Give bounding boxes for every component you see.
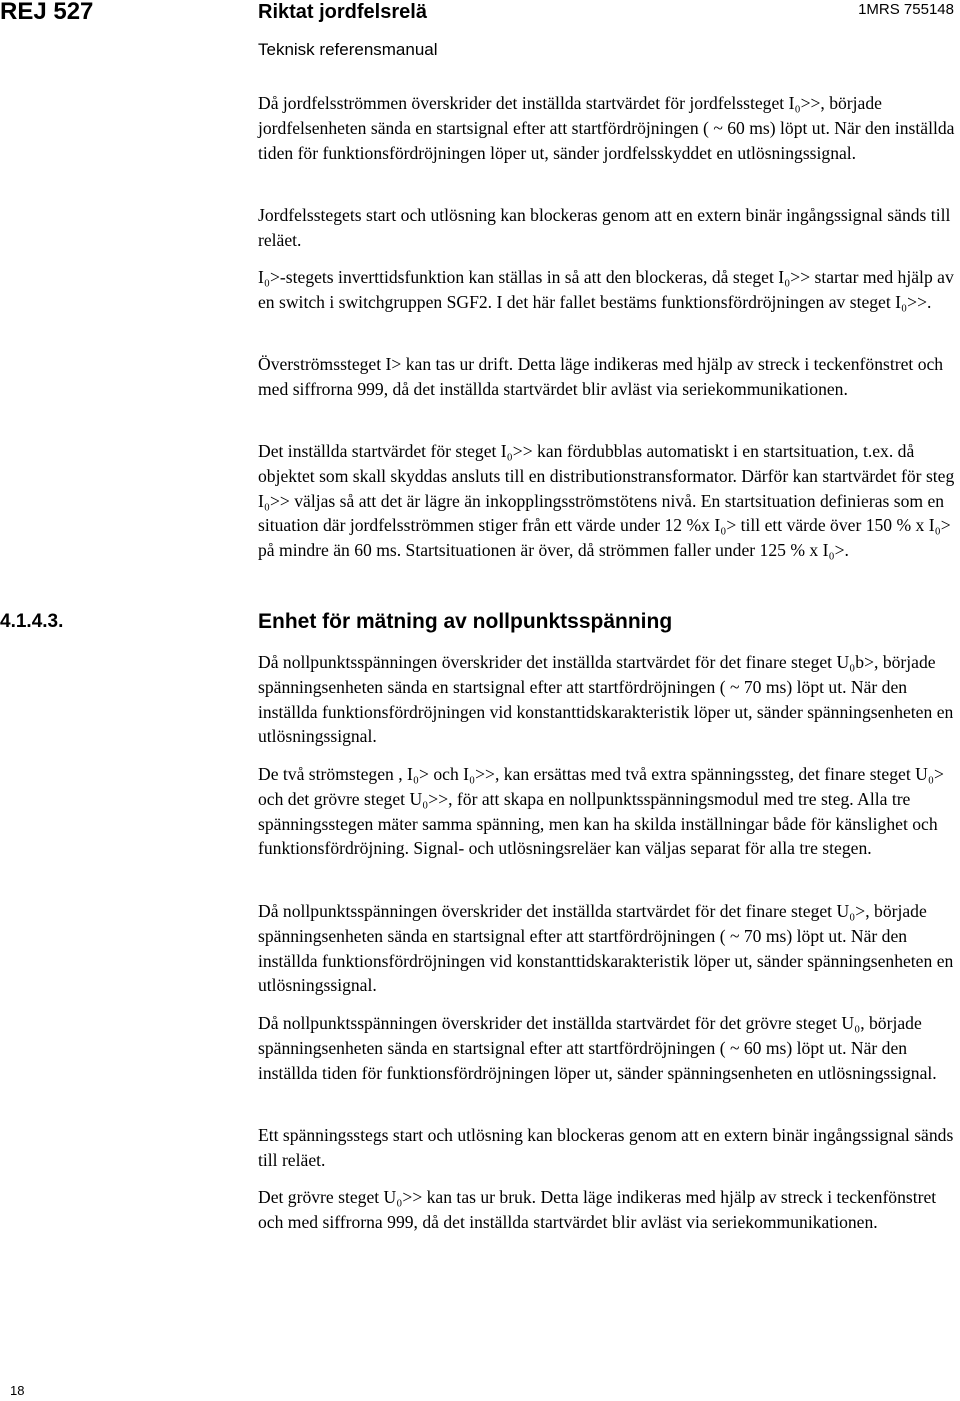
section-number: 4.1.4.3.	[0, 611, 64, 632]
section-title: Enhet för mätning av nollpunktsspänning	[258, 610, 673, 633]
paragraph: Det inställda startvärdet för steget I₀>> kan fördubblas automatiskt i en startsituation, t.ex. då objektet som skall skyddas ansluts till en distributionstransformator. Därför kan startvärdet för steg I₀>> väljas så att det är lägre än inkopplingsströmstötens nivå. En startsituation definieras som en situation där jordfelsströmmen stiger från ett värde under 12 %x I₀> till ett värde över 150 % x I₀> på mindre än 60 ms. Startsituationen är över, då strömmen faller under 125 % x I₀>.	[258, 441, 955, 561]
header-title: Riktat jordfelsrelä	[258, 1, 427, 23]
paragraph: De två strömstegen , I₀> och I₀>>, kan ersättas med två extra spänningssteg, det finare steget U₀> och det grövre steget U₀>>, för att skapa en nollpunktsspänningsmodul med tre steg. Alla tre spänningsstegen mäter samma spänning, men kan ha skilda inställningar både för känslighet och funktionsfördröjning. Signal- och utlösningsreläer kan väljas separat för alla tre stegen.	[258, 764, 944, 859]
page-number: 18	[10, 1383, 25, 1398]
paragraph: Då nollpunktsspänningen överskrider det inställda startvärdet för det grövre steget U₀, började spänningsenheten sända en startsignal efter att startfördröjningen ( ~ 60 ms) löpt ut. När den inställda tiden för funktionsfördröjningen löper ut, sänder spänningsenheten en utlösningssignal.	[258, 1013, 937, 1083]
section-paragraph-block	[258, 650, 955, 1260]
top-paragraph-block	[258, 91, 955, 589]
paragraph: Då jordfelsströmmen överskrider det inställda startvärdet för jordfelssteget I₀>>, började jordfelsenheten sända en startsignal efter att startfördröjningen ( ~ 60 ms) löpt ut. När den inställda tiden för funktionsfördröjningen löper ut, sänder jordfelsskyddet en utlösningssignal.	[258, 93, 955, 163]
paragraph: Då nollpunktsspänningen överskrider det inställda startvärdet för det finare steget U₀b>, började spänningsenheten sända en startsignal efter att startfördröjningen ( ~ 70 ms) löpt ut. När den inställda funktionsfördröjningen vid konstanttidskarakteristik löper ut, sänder spänningsenheten en utlösningssignal.	[258, 652, 954, 747]
paragraph: I₀>-stegets inverttidsfunktion kan ställas in så att den blockeras, då steget I₀>> startar med hjälp av en switch i switchgruppen SGF2. I det här fallet bestäms funktionsfördröjningen av steget I₀>>.	[258, 267, 954, 312]
paragraph: Det grövre steget U₀>> kan tas ur bruk. Detta läge indikeras med hjälp av streck i teckenfönstret och med siffrorna 999, då det inställda startvärdet blir avläst via seriekommunikationen.	[258, 1187, 937, 1232]
paragraph: Ett spänningsstegs start och utlösning kan blockeras genom att en extern binär ingångssignal sänds till reläet.	[258, 1125, 954, 1170]
header-subtitle: Teknisk referensmanual	[258, 40, 438, 59]
paragraph: Överströmssteget I> kan tas ur drift. Detta läge indikeras med hjälp av streck i teckenfönstret och med siffrorna 999, då det inställda startvärdet blir avläst via seriekommunikationen.	[258, 354, 944, 399]
paragraph: Då nollpunktsspänningen överskrider det inställda startvärdet för det finare steget U₀>, började spänningsenheten sända en startsignal efter att startfördröjningen ( ~ 70 ms) löpt ut. När den inställda funktionsfördröjningen vid konstanttidskarakteristik löper ut, sänder spänningsenheten en utlösningssignal.	[258, 901, 954, 996]
header-product: REJ 527	[0, 0, 94, 25]
paragraph: Jordfelsstegets start och utlösning kan blockeras genom att en extern binär ingångssignal sänds till reläet.	[258, 205, 951, 250]
header-doc-number: 1MRS 755148	[858, 1, 954, 18]
